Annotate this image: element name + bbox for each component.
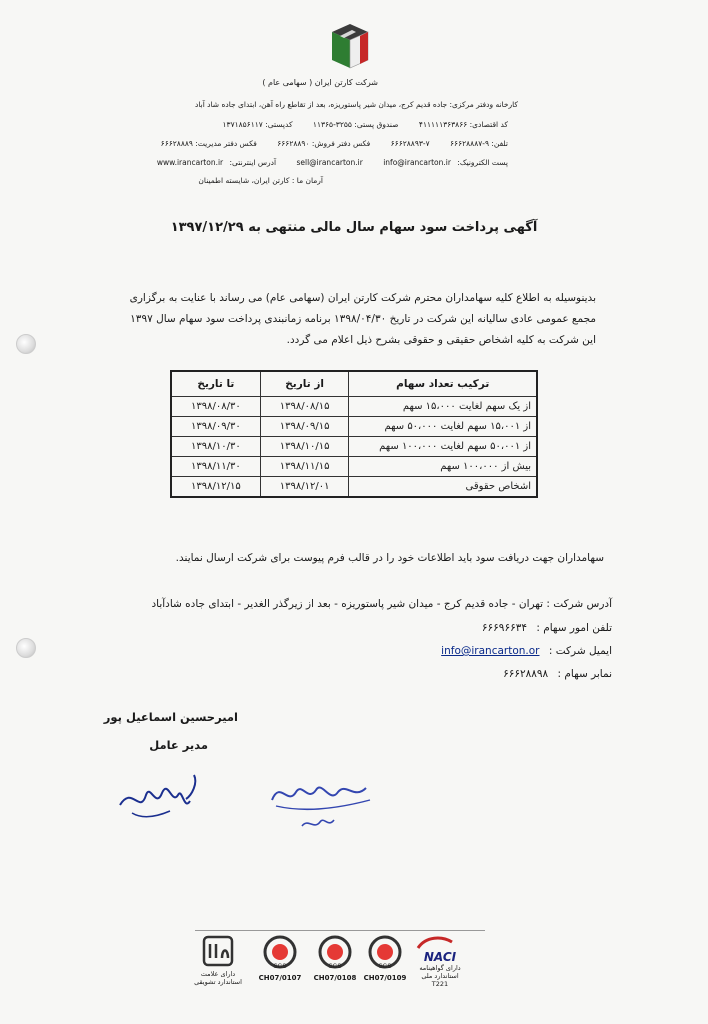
naci-caption: دارای گواهینامه استاندارد ملی — [419, 964, 461, 980]
share-range-cell: از ۱۵،۰۰۱ سهم لغایت ۵۰،۰۰۰ سهم — [349, 417, 537, 437]
header-website[interactable]: www.irancarton.ir — [156, 158, 224, 167]
company-email-link[interactable]: info@irancarton.or — [441, 645, 540, 657]
to-date-cell: ۱۳۹۸/۱۱/۳۰ — [171, 457, 260, 477]
header-to-date: تا تاریخ — [171, 371, 260, 397]
header-email-sell[interactable]: sell@irancarton.ir — [296, 158, 363, 167]
company-stamp-icon — [262, 770, 382, 840]
phone: تلفن: ۹-۶۶۶۲۸۸۸۷ — [450, 139, 508, 148]
table-row — [171, 477, 537, 498]
footer-divider — [195, 930, 485, 931]
notice-text: سهامداران جهت دریافت سود باید اطلاعات خود را در قالب فرم پیوست برای شرکت ارسال نمایند. — [175, 552, 604, 564]
sgs-certification-icon — [317, 934, 353, 970]
company-email-line — [441, 645, 612, 657]
header-address: کارخانه ودفتر مرکزی: جاده قدیم کرج، میدان شیر پاستوریزه، بعد از تقاطع راه آهن، ابتدای جاده شاد آباد — [195, 100, 518, 109]
po-box: صندوق پستی: ۳۲۵۵-۱۱۳۶۵ — [312, 120, 399, 129]
cert-code-1: CH07/0107 — [258, 974, 302, 982]
naci-label: NACI — [423, 950, 457, 964]
naci-badge — [410, 934, 470, 988]
to-date-cell: ۱۳۹۸/۱۲/۱۵ — [171, 477, 260, 498]
page-title: آگهی پرداخت سود سهام سال مالی منتهی به ۱۳۹۷/۱۲/۲۹ — [170, 220, 538, 235]
share-range-cell: اشخاص حقوقی — [349, 477, 537, 498]
isiri-caption: دارای علامت استاندارد تشویقی — [194, 970, 242, 986]
sgs-mark: SGS — [328, 964, 342, 970]
from-date-cell: ۱۳۹۸/۱۲/۰۱ — [260, 477, 349, 498]
shares-phone: ۶۶۶۹۶۶۳۴ — [481, 622, 528, 634]
economic-code: کد اقتصادی: ۴۱۱۱۱۱۳۶۳۸۶۶ — [418, 120, 508, 129]
company-logo-icon — [322, 20, 378, 72]
header-email-info[interactable]: info@irancarton.ir — [383, 158, 451, 167]
shares-fax-line — [503, 668, 612, 680]
table-row — [171, 417, 537, 437]
punch-hole-bottom — [16, 638, 36, 658]
header-share-range: ترکیب تعداد سهام — [349, 371, 537, 397]
isiri-badge — [188, 934, 248, 986]
signatory-role: مدیر عامل — [149, 738, 208, 752]
sgs-mark: SGS — [273, 964, 287, 970]
header-motto: آرمان ما : کارتن ایران، شایسته اطمینان — [198, 176, 323, 185]
header-phones-row — [143, 139, 508, 148]
shares-phone-label: تلفن امور سهام : — [536, 622, 612, 634]
header-from-date: از تاریخ — [260, 371, 349, 397]
web-label: آدرس اینترنتی: — [229, 158, 277, 167]
header-codes-row — [205, 120, 508, 129]
signatory-name: امیرحسین اسماعیل پور — [103, 710, 238, 724]
share-range-cell: بیش از ۱۰۰،۰۰۰ سهم — [349, 457, 537, 477]
intro-paragraph: بدینوسیله به اطلاع کلیه سهامداران محترم شرکت کارتن ایران (سهامی عام) می رساند با عنایت به برگزاری مجمع عمومی عادی سالیانه این شرکت در تاریخ ۱۳۹۸/۰۴/۳۰ برنامه زمانبندی پرداخت سود سهام سال ۱۳۹۷ این شرکت به کلیه اشخاص حقیقی و حقوقی بشرح ذیل اعلام می گردد. — [129, 292, 596, 346]
email-label: پست الکترونیک: — [457, 158, 508, 167]
company-address: آدرس شرکت : تهران - جاده قدیم کرج - میدان شیر پاستوریزه - بعد از زیرگذر الغدیر - ابتدای جاده شادآباد — [151, 598, 612, 610]
company-email-label: ایمیل شرکت : — [548, 645, 612, 657]
sgs-certification-icon — [367, 934, 403, 970]
sales-fax: فکس دفتر فروش: ۶۶۶۲۸۸۹۰ — [277, 139, 371, 148]
table-row — [171, 457, 537, 477]
isiri-standard-icon — [201, 934, 235, 968]
share-range-cell: از ۵۰،۰۰۱ سهم لغایت ۱۰۰،۰۰۰ سهم — [349, 437, 537, 457]
shares-fax: ۶۶۶۲۸۸۹۸ — [503, 668, 549, 680]
from-date-cell: ۱۳۹۸/۰۹/۱۵ — [260, 417, 349, 437]
header-email-row — [139, 158, 508, 167]
company-name: شرکت کارتن ایران ( سهامی عام ) — [262, 78, 378, 87]
shares-phone-line — [482, 622, 612, 634]
table-row — [171, 397, 537, 417]
shares-fax-label: نمابر سهام : — [557, 668, 612, 680]
naci-number: T221 — [431, 980, 449, 988]
mgmt-fax: فکس دفتر مدیریت: ۶۶۶۲۸۸۸۹ — [160, 139, 257, 148]
from-date-cell: ۱۳۹۸/۱۰/۱۵ — [260, 437, 349, 457]
to-date-cell: ۱۳۹۸/۱۰/۳۰ — [171, 437, 260, 457]
cert-badge-2 — [305, 934, 365, 982]
share-range-cell: از یک سهم لغایت ۱۵،۰۰۰ سهم — [349, 397, 537, 417]
sgs-certification-icon — [262, 934, 298, 970]
sgs-mark: SGS — [378, 964, 392, 970]
handwritten-signature-icon — [112, 765, 212, 825]
cert-badge-1 — [250, 934, 310, 982]
from-date-cell: ۱۳۹۸/۱۱/۱۵ — [260, 457, 349, 477]
phone-2: ۷-۶۶۶۲۸۸۹۳ — [390, 139, 430, 148]
postal-code: کدپستی: ۱۳۷۱۸۵۶۱۱۷ — [222, 120, 293, 129]
cert-code-2: CH07/0108 — [313, 974, 357, 982]
to-date-cell: ۱۳۹۸/۰۹/۳۰ — [171, 417, 260, 437]
table-row — [171, 437, 537, 457]
from-date-cell: ۱۳۹۸/۰۸/۱۵ — [260, 397, 349, 417]
to-date-cell: ۱۳۹۸/۰۸/۳۰ — [171, 397, 260, 417]
payment-schedule-table — [170, 370, 538, 498]
punch-hole-top — [16, 334, 36, 354]
cert-code-3: CH07/0109 — [363, 974, 407, 982]
table-header-row — [171, 371, 537, 397]
